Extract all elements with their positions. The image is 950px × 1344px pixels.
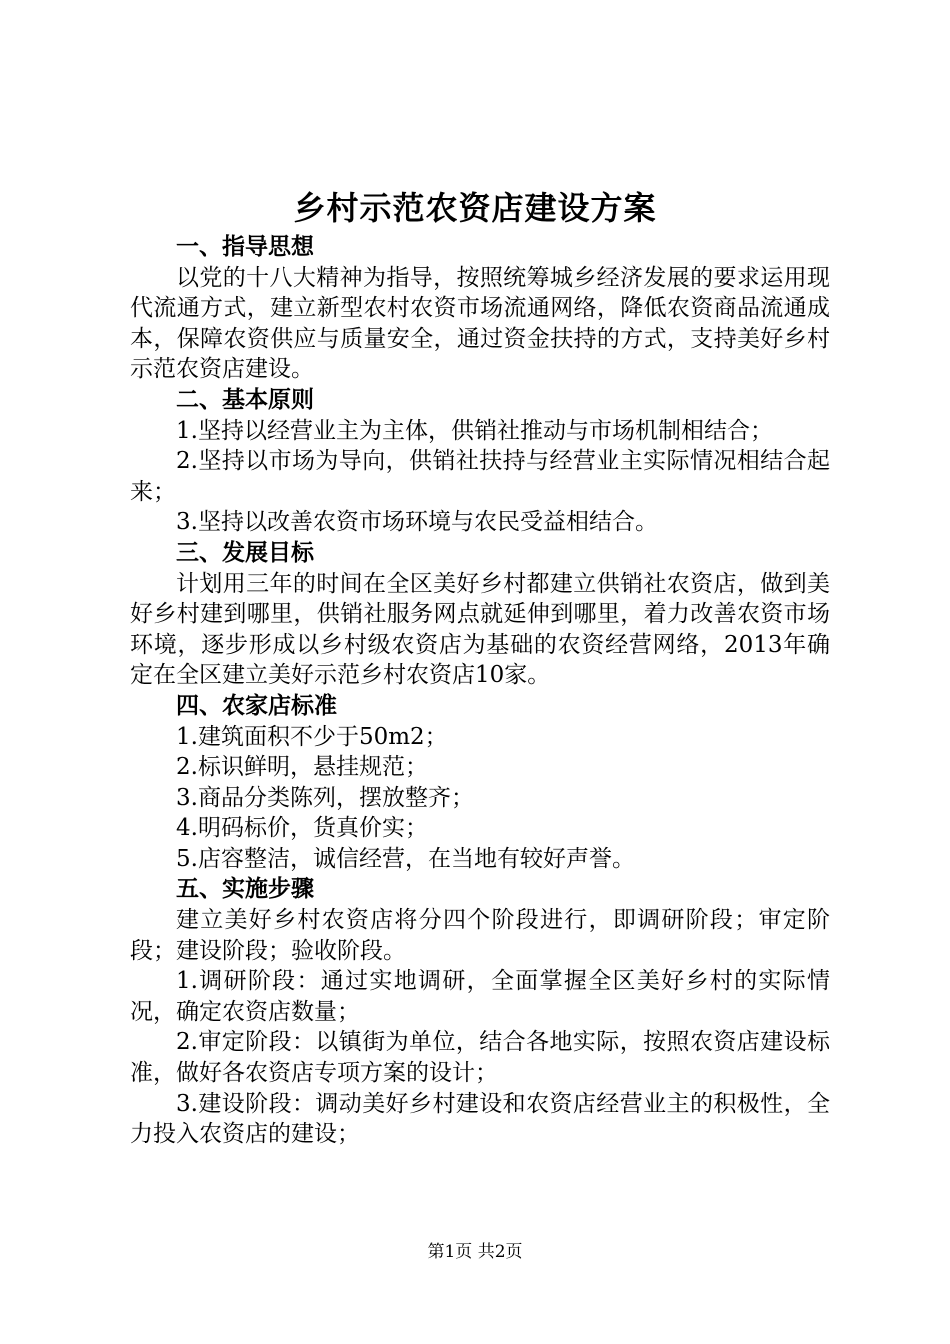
paragraph: 4.明码标价，货真价实； <box>176 815 428 842</box>
paragraph: 计划用三年的时间在全区美好乡村都建立供销社农资店，做到美好乡村建到哪里，供销社服务网点就延伸到哪里，着力改善农资市场环境，逐步形成以乡村级农资店为基础的农资经营网络，2013年确定在全区建立美好示范乡村农资店10家。 <box>130 570 830 689</box>
paragraph: 1.调研阶段：通过实地调研，全面掌握全区美好乡村的实际情况，确定农资店数量； <box>130 968 830 1025</box>
paragraph: 5.店容整洁，诚信经营，在当地有较好声誉。 <box>176 845 635 872</box>
paragraph: 以党的十八大精神为指导，按照统筹城乡经济发展的要求运用现代流通方式，建立新型农村农资市场流通网络，降低农资商品流通成本，保障农资供应与质量安全，通过资金扶持的方式，支持美好乡村示范农资店建设。 <box>130 264 830 383</box>
paragraph: 建立美好乡村农资店将分四个阶段进行，即调研阶段；审定阶段；建设阶段；验收阶段。 <box>130 907 830 964</box>
section-heading: 一、指导思想 <box>176 233 314 260</box>
page-footer: 第1页 共2页 <box>427 1242 523 1262</box>
paragraph: 3.商品分类陈列，摆放整齐； <box>176 784 474 811</box>
document-title: 乡村示范农资店建设方案 <box>293 189 657 227</box>
section-heading: 五、实施步骤 <box>176 875 314 903</box>
paragraph: 3.坚持以改善农资市场环境与农民受益相结合。 <box>176 509 658 536</box>
document-body <box>130 232 830 1150</box>
paragraph: 2.坚持以市场为导向，供销社扶持与经营业主实际情况相结合起来； <box>130 448 830 505</box>
section-heading: 三、发展目标 <box>176 538 314 566</box>
section-heading: 二、基本原则 <box>176 385 314 413</box>
paragraph: 1.坚持以经营业主为主体，供销社推动与市场机制相结合； <box>176 417 773 444</box>
paragraph: 2.审定阶段：以镇街为单位，结合各地实际，按照农资店建设标准，做好各农资店专项方案的设计； <box>130 1029 830 1087</box>
paragraph: 2.标识鲜明，悬挂规范； <box>176 754 428 781</box>
paragraph: 3.建设阶段：调动美好乡村建设和农资店经营业主的积极性，全力投入农资店的建设； <box>130 1090 830 1148</box>
paragraph: 1.建筑面积不少于50m2； <box>176 723 448 750</box>
section-heading: 四、农家店标准 <box>176 691 337 719</box>
